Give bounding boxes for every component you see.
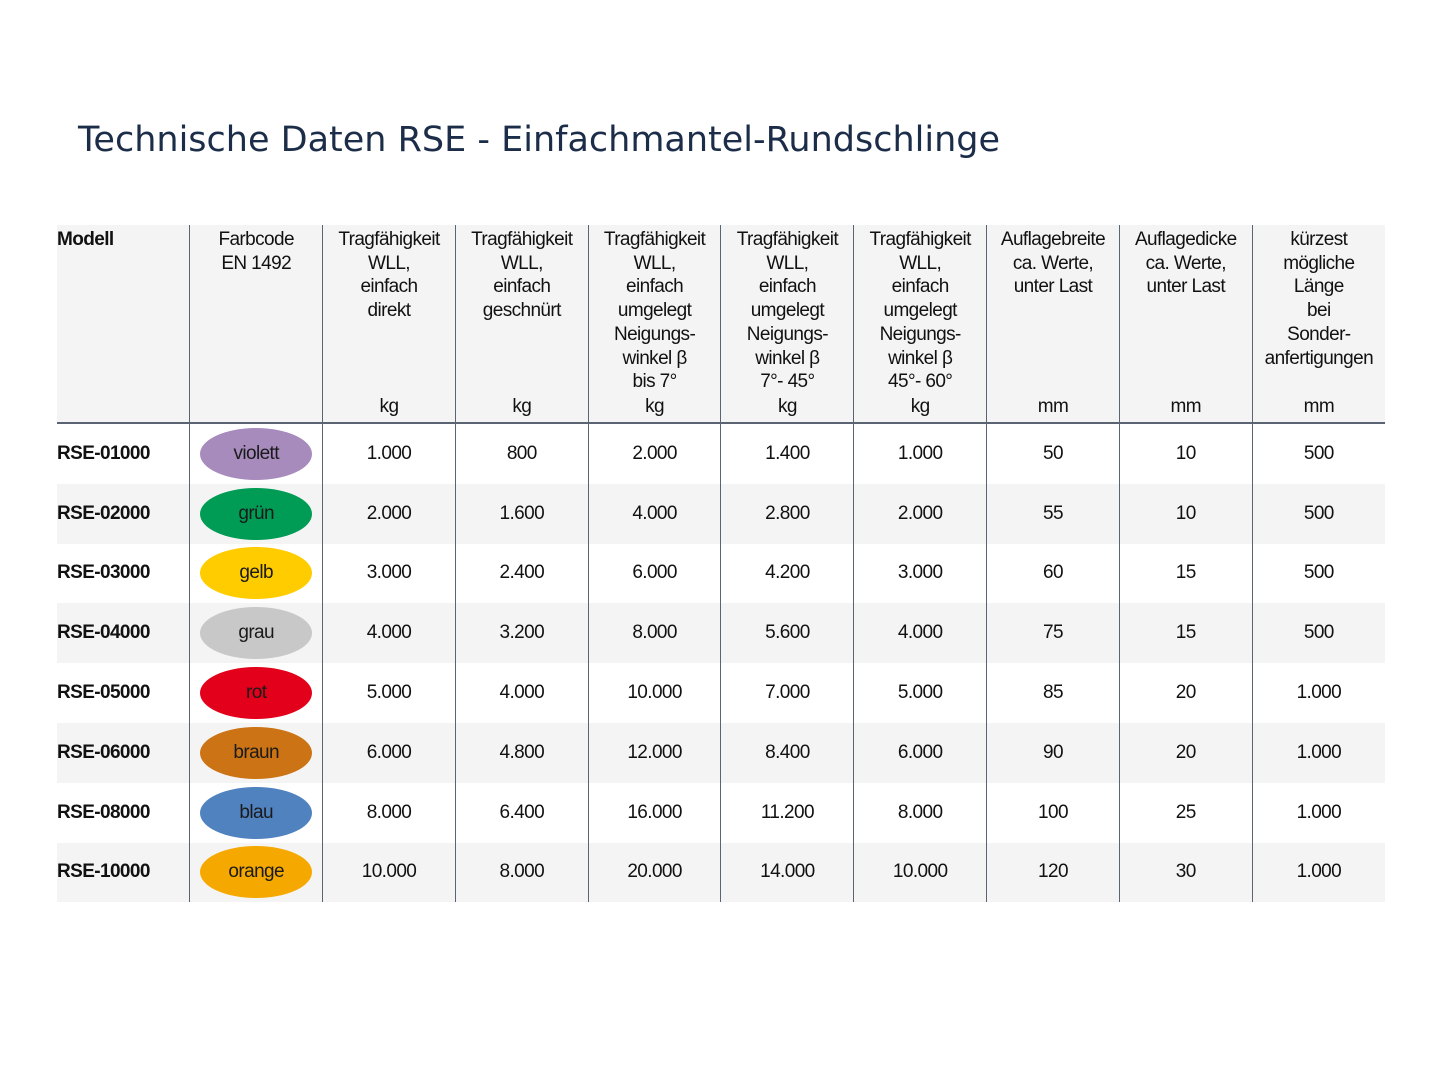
header-label <box>987 225 1119 299</box>
value-cell: 55 <box>987 484 1120 544</box>
header-line: Sonder- <box>1287 323 1351 345</box>
value-cell: 8.000 <box>323 783 456 843</box>
value-cell: 1.400 <box>721 423 854 484</box>
value-cell: 14.000 <box>721 843 854 903</box>
header-line: Tragfähigkeit <box>471 229 573 250</box>
column-header <box>57 225 190 423</box>
value-cell: 500 <box>1252 544 1385 604</box>
header-line: einfach <box>360 276 418 298</box>
value-cell: 800 <box>455 423 588 484</box>
header-line: unter Last <box>1146 276 1226 298</box>
header-line: Tragfähigkeit <box>869 229 971 250</box>
header-line: WLL, <box>899 252 942 274</box>
header-unit: mm <box>1170 396 1201 417</box>
header-line: ca. Werte, <box>1012 252 1094 274</box>
header-line: mögliche <box>1283 252 1355 274</box>
color-swatch: grün <box>200 488 312 540</box>
header-line: Farbcode <box>218 229 294 250</box>
value-cell: 10.000 <box>323 843 456 903</box>
header-line: umgelegt <box>617 300 692 322</box>
header-line: Tragfähigkeit <box>338 229 440 250</box>
header-line: bis 7° <box>632 371 677 393</box>
header-line: unter Last <box>1013 276 1093 298</box>
header-unit: kg <box>379 396 399 417</box>
value-cell: 8.000 <box>854 783 987 843</box>
value-cell: 5.000 <box>323 663 456 723</box>
color-code-cell <box>190 663 323 723</box>
header-line: bei <box>1307 300 1331 322</box>
header-line: Auflagebreite <box>1000 229 1106 250</box>
color-swatch: gelb <box>200 547 312 599</box>
header-line: winkel β <box>755 347 820 369</box>
value-cell: 6.000 <box>854 723 987 783</box>
table-row <box>57 783 1385 843</box>
header-label <box>721 225 853 394</box>
header-unit: mm <box>1037 396 1069 417</box>
table-row <box>57 544 1385 604</box>
value-cell: 8.000 <box>455 843 588 903</box>
value-cell: 100 <box>987 783 1120 843</box>
header-line: WLL, <box>368 252 410 274</box>
table-row <box>57 603 1385 663</box>
value-cell: 4.000 <box>455 663 588 723</box>
value-cell: 1.000 <box>1252 663 1385 723</box>
value-cell: 8.000 <box>588 603 721 663</box>
table-row <box>57 484 1385 544</box>
table-row <box>57 723 1385 783</box>
color-code-cell <box>190 603 323 663</box>
color-swatch: blau <box>200 787 312 839</box>
column-header <box>987 225 1120 423</box>
header-line: WLL, <box>766 252 809 274</box>
header-line: winkel β <box>888 347 953 369</box>
value-cell: 2.800 <box>721 484 854 544</box>
value-cell: 25 <box>1119 783 1252 843</box>
header-label <box>1253 225 1385 370</box>
column-header <box>323 225 456 423</box>
model-cell: RSE-01000 <box>57 442 150 464</box>
value-cell: 6.000 <box>588 544 721 604</box>
header-unit: mm <box>1303 396 1335 417</box>
value-cell: 500 <box>1252 603 1385 663</box>
value-cell: 4.800 <box>455 723 588 783</box>
value-cell: 10.000 <box>588 663 721 723</box>
header-line: WLL, <box>633 252 676 274</box>
value-cell: 1.000 <box>854 423 987 484</box>
table-row <box>57 423 1385 484</box>
value-cell: 85 <box>987 663 1120 723</box>
color-code-cell <box>190 484 323 544</box>
header-line: 45°- 60° <box>888 371 953 393</box>
value-cell: 4.000 <box>854 603 987 663</box>
color-code-cell <box>190 723 323 783</box>
color-swatch: rot <box>200 667 312 719</box>
header-line: ca. Werte, <box>1145 252 1226 274</box>
value-cell: 7.000 <box>721 663 854 723</box>
value-cell: 90 <box>987 723 1120 783</box>
value-cell: 4.200 <box>721 544 854 604</box>
header-line: Neigungs- <box>879 323 961 345</box>
value-cell: 16.000 <box>588 783 721 843</box>
value-cell: 2.000 <box>323 484 456 544</box>
header-line: Modell <box>57 229 114 250</box>
header-unit: kg <box>910 396 930 417</box>
value-cell: 15 <box>1119 603 1252 663</box>
header-line: Tragfähigkeit <box>736 229 839 250</box>
value-cell: 120 <box>987 843 1120 903</box>
column-header <box>854 225 987 423</box>
value-cell: 2.000 <box>854 484 987 544</box>
value-cell: 15 <box>1119 544 1252 604</box>
column-header <box>455 225 588 423</box>
value-cell: 1.600 <box>455 484 588 544</box>
header-line: kürzest <box>1290 229 1348 250</box>
header-line: einfach <box>493 276 551 298</box>
value-cell: 75 <box>987 603 1120 663</box>
value-cell: 10.000 <box>854 843 987 903</box>
value-cell: 2.400 <box>455 544 588 604</box>
value-cell: 500 <box>1252 484 1385 544</box>
model-cell: RSE-10000 <box>57 843 190 903</box>
model-cell: RSE-08000 <box>57 801 150 823</box>
value-cell: 6.000 <box>323 723 456 783</box>
page-title: Technische Daten RSE - Einfachmantel-Rundschlinge <box>78 120 1001 160</box>
value-cell: 3.200 <box>455 603 588 663</box>
header-line: WLL, <box>500 252 543 274</box>
header-line: geschnürt <box>482 300 561 322</box>
value-cell: 6.400 <box>455 783 588 843</box>
color-swatch: violett <box>200 428 312 480</box>
value-cell: 4.000 <box>588 484 721 544</box>
header-line: anfertigungen <box>1264 347 1374 369</box>
model-cell: RSE-03000 <box>57 562 150 584</box>
value-cell: 20 <box>1119 663 1252 723</box>
model-cell: RSE-06000 <box>57 723 190 783</box>
value-cell: 30 <box>1119 843 1252 903</box>
model-cell: RSE-04000 <box>57 603 190 663</box>
value-cell: 4.000 <box>323 603 456 663</box>
header-unit: kg <box>512 396 532 417</box>
value-cell: 10 <box>1119 484 1252 544</box>
header-line: umgelegt <box>750 300 825 322</box>
value-cell: 1.000 <box>1252 723 1385 783</box>
value-cell: 5.000 <box>854 663 987 723</box>
header-line: Neigungs- <box>746 323 828 345</box>
value-cell: 50 <box>987 423 1120 484</box>
value-cell: 1.000 <box>323 423 456 484</box>
value-cell: 10 <box>1119 423 1252 484</box>
color-swatch: grau <box>200 607 312 659</box>
model-cell: RSE-02000 <box>57 484 190 544</box>
table-row <box>57 663 1385 723</box>
value-cell: 1.000 <box>1252 843 1385 903</box>
color-code-cell <box>190 783 323 843</box>
value-cell: 11.200 <box>721 783 854 843</box>
header-label <box>190 225 322 275</box>
technical-data-table <box>57 225 1385 902</box>
header-line: einfach <box>758 276 816 298</box>
header-unit: kg <box>777 396 797 417</box>
column-header <box>1252 225 1385 423</box>
column-header <box>190 225 323 423</box>
value-cell: 3.000 <box>854 544 987 604</box>
header-line: einfach <box>626 276 684 298</box>
value-cell: 3.000 <box>323 544 456 604</box>
header-label <box>323 225 455 323</box>
header-line: Länge <box>1293 276 1344 298</box>
value-cell: 5.600 <box>721 603 854 663</box>
value-cell: 12.000 <box>588 723 721 783</box>
value-cell: 500 <box>1252 423 1385 484</box>
header-unit: kg <box>645 396 665 417</box>
header-label <box>57 225 189 252</box>
model-cell: RSE-05000 <box>57 682 150 704</box>
color-code-cell <box>190 423 323 484</box>
header-line: winkel β <box>622 347 687 369</box>
header-line: Tragfähigkeit <box>603 229 706 250</box>
color-code-cell <box>190 843 323 903</box>
header-label <box>854 225 986 394</box>
header-label <box>456 225 588 323</box>
table-row <box>57 843 1385 903</box>
header-line: direkt <box>367 300 411 322</box>
header-label <box>589 225 721 394</box>
header-line: Auflagedicke <box>1134 229 1237 250</box>
value-cell: 1.000 <box>1252 783 1385 843</box>
header-line: 7°- 45° <box>760 371 815 393</box>
value-cell: 60 <box>987 544 1120 604</box>
column-header <box>588 225 721 423</box>
color-swatch: orange <box>200 846 312 898</box>
value-cell: 2.000 <box>588 423 721 484</box>
value-cell: 20 <box>1119 723 1252 783</box>
header-line: umgelegt <box>883 300 957 322</box>
column-header <box>1119 225 1252 423</box>
header-label <box>1120 225 1252 299</box>
header-row <box>57 225 1385 423</box>
header-line: EN 1492 <box>221 252 292 274</box>
color-swatch: braun <box>200 727 312 779</box>
color-code-cell <box>190 544 323 604</box>
header-line: Neigungs- <box>613 323 696 345</box>
header-line: einfach <box>891 276 949 298</box>
value-cell: 8.400 <box>721 723 854 783</box>
value-cell: 20.000 <box>588 843 721 903</box>
column-header <box>721 225 854 423</box>
